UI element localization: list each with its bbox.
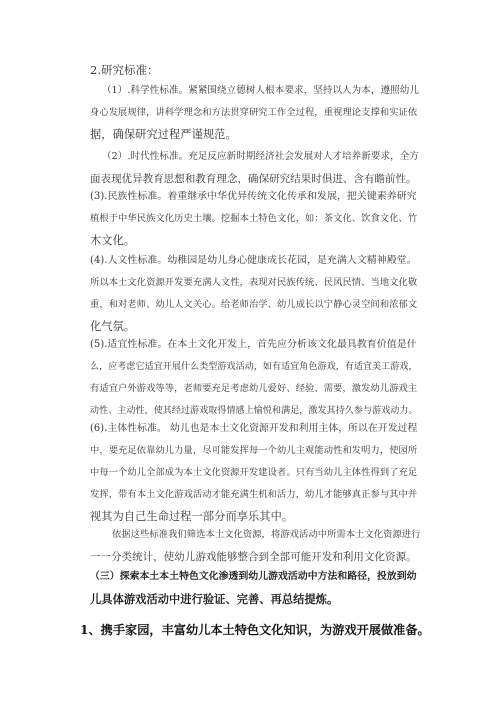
text-line: 据，确保研究过程严谨规范。	[90, 128, 237, 141]
text-line: 木文化。	[90, 234, 136, 247]
text-line: (4).人文性标准。幼稚园是幼儿身心健康成长花园，是充满人文精神殿堂。	[90, 255, 417, 266]
text-line: 化气氛。	[90, 320, 136, 333]
paragraph-scientific-standard	[90, 80, 420, 146]
section-three-heading	[90, 566, 420, 610]
research-standards-heading: 2.研究标准：	[90, 63, 159, 77]
text-line: （1）.科学性标准。紧紧围绕立德树人根本要求，坚持以人为本，遵照幼儿	[102, 85, 419, 96]
text-line: 一一分类统计，使幼儿游戏能够整合到全部可能开发和利用文化资源。	[90, 551, 417, 563]
text-line: 植根于中华民族文化历史土壤。挖掘本土特色文化，如：茶文化、饮食文化、竹	[90, 213, 418, 224]
paragraph-suitability-standard	[90, 334, 420, 422]
text-line: (3).民族性标准。着重继承中华优异传统文化传承和发展，把关键素养研究	[90, 191, 417, 202]
text-line: 所以本土文化资源开发要充满人文性，表现对民族传统、民风民情、当地文化敬	[90, 277, 418, 288]
text-line: （三）探索本土本土特色文化渗透到幼儿游戏活动中方法和路径，投放到幼	[90, 571, 417, 582]
text-line: 中，要充足依靠幼儿力量，尽可能发挥每一个幼儿主观能动性和发明力，使园所	[90, 445, 418, 456]
text-line: 么，应考虑它适宜开展什么类型游戏活动，如有适宜角色游戏，有适宜美工游戏，	[90, 362, 418, 372]
text-line: (6).主体性标准。 幼儿也是本土文化资源开发和利用主体，所以在开发过程	[90, 423, 418, 434]
text-line: （2）.时代性标准。充足反应新时期经济社会发展对人才培养新要求，全方	[102, 151, 419, 162]
text-line: 动性、主动性，使其经过游戏取得情感上愉悦和满足，激发其持久参与游戏动力。	[90, 406, 418, 416]
text-line: 发挥，带有本土文化游戏活动才能充满生机和活力，幼儿才能够真正参与其中并	[90, 489, 418, 500]
text-line: 依据这些标准我们筛选本土文化资源，将游戏活动中所需本土文化资源进行	[112, 529, 421, 540]
text-line: 视其为自己生命过程一部分而享乐其中。	[90, 510, 294, 523]
text-line: (5).适宜性标准。在本土文化开发上，首先应分析该文化最具教育价值是什	[90, 339, 417, 350]
paragraph-selection-summary	[90, 524, 420, 568]
text-line: 身心发展规律，讲科学理念和方法贯穿研究工作全过程，重视理论支撑和实证依	[90, 107, 418, 118]
section-three-item-one-heading: 1、携手家园，丰富幼儿本土特色文化知识，为游戏开展做准备。	[80, 623, 430, 637]
text-line: 有适宜户外游戏等等，老师要充足考虑幼儿爱好、经验、需要，激发幼儿游戏主	[90, 383, 418, 394]
paragraph-humanistic-standard	[90, 250, 420, 338]
text-line: 重，和对老师、幼儿人文关心。给老师治学、幼儿成长以宁静心灵空间和浓郁文	[90, 299, 418, 310]
text-line: 儿具体游戏活动中进行验证、完善、再总结提炼。	[90, 592, 339, 606]
paragraph-national-standard	[90, 186, 420, 252]
paragraph-contemporary-standard	[90, 146, 420, 190]
text-line: 面表现优异教育思想和教育理念，确保研究结果时俱进、含有瞻前性。	[90, 173, 417, 185]
paragraph-subjectivity-standard	[90, 418, 420, 528]
text-line: 中每一个幼儿全部成为本土文化资源开发建设者。只有当幼儿主体性得到了充足	[90, 467, 418, 478]
